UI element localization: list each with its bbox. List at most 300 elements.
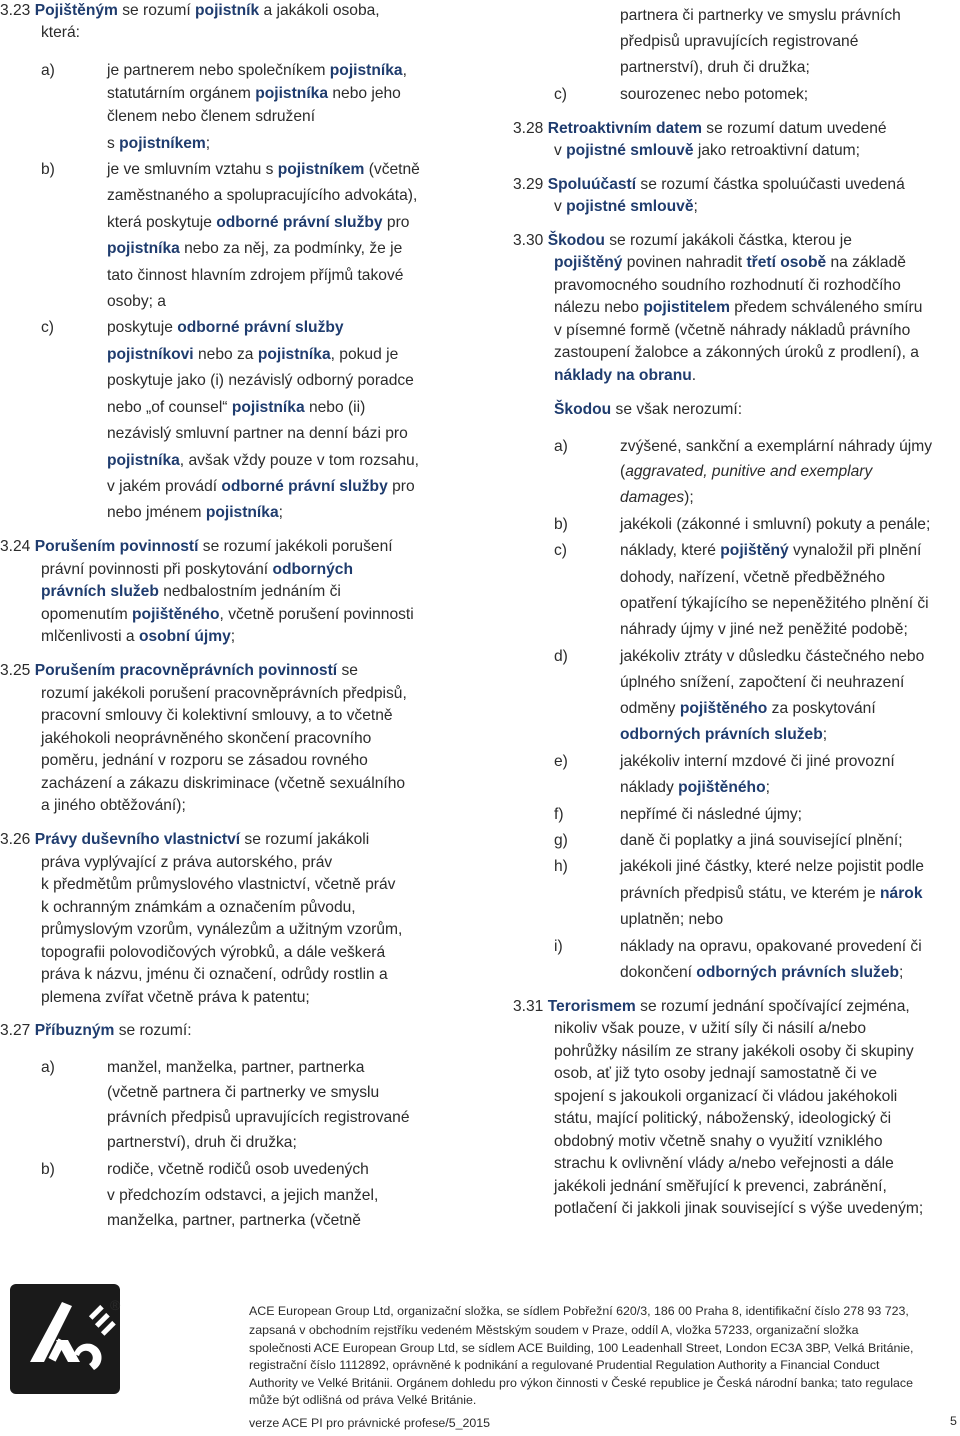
text-line <box>107 477 415 497</box>
text-line <box>0 537 393 557</box>
text-line <box>620 857 924 877</box>
defined-term: pojistníka <box>107 452 180 469</box>
text-segment: ; <box>765 779 770 796</box>
text-line <box>554 437 568 457</box>
text-line <box>554 343 919 363</box>
text-segment: se rozumí jakákoli částka, kterou je <box>604 232 852 249</box>
defined-term: pojistníkovi <box>107 346 194 363</box>
defined-term: odborných právních služeb <box>620 726 823 743</box>
text-line <box>554 1064 877 1084</box>
text-line <box>620 725 827 745</box>
text-segment: úplného snížení, započtení či neuhrazení <box>620 674 905 691</box>
text-line <box>554 1019 866 1039</box>
text-segment: v předchozím odstavci, a jejich manžel, <box>107 1187 379 1204</box>
text-line <box>41 729 371 749</box>
defined-term: pojistníkem <box>277 161 365 178</box>
text-segment: se rozumí jakákoli <box>240 831 370 848</box>
text-segment: v <box>554 198 567 215</box>
defined-term: Spoluúčastí <box>547 176 637 193</box>
text-line <box>107 1211 361 1231</box>
text-segment: se <box>337 662 358 679</box>
text-segment: nebo za <box>193 346 258 363</box>
text-line <box>620 6 901 26</box>
text-line <box>107 239 402 259</box>
text-line <box>41 318 54 338</box>
text-segment: 3.25 <box>0 662 35 679</box>
text-line <box>620 58 810 78</box>
text-line <box>554 366 696 386</box>
text-segment: f) <box>554 806 564 823</box>
defined-term: pojistníka <box>255 85 329 102</box>
text-line <box>41 23 80 43</box>
text-line <box>620 515 930 535</box>
text-line <box>513 231 852 251</box>
text-segment: c) <box>554 86 567 103</box>
text-line <box>620 647 924 667</box>
text-line <box>554 1109 891 1129</box>
text-segment: v <box>554 142 567 159</box>
text-line <box>554 515 568 535</box>
text-segment: pro <box>382 214 410 231</box>
defined-term: Terorismem <box>547 998 636 1015</box>
text-segment: dokončení <box>620 964 697 981</box>
text-segment: (včetně <box>364 161 420 178</box>
text-line <box>554 857 568 877</box>
text-line <box>107 451 419 471</box>
text-line <box>0 1 380 21</box>
text-segment: ; <box>278 504 283 521</box>
text-line <box>107 503 283 523</box>
text-segment: pravomocného soudního rozhodnutí či rozhodčího <box>554 277 901 294</box>
text-segment: daně či poplatky a jiná související plnění; <box>620 832 903 849</box>
text-segment: ; <box>205 135 211 152</box>
defined-term: pojistníkem <box>119 135 206 152</box>
text-line <box>620 32 858 52</box>
text-segment: rodiče, včetně rodičů osob uvedených <box>107 1161 369 1178</box>
text-line <box>620 805 802 825</box>
text-segment: statutárním orgánem <box>107 85 256 102</box>
text-segment: a) <box>41 1059 55 1076</box>
text-line <box>107 1083 379 1103</box>
text-segment: jakékoli (zákonné i smluvní) pokuty a penále; <box>620 516 931 533</box>
text-segment: se rozumí částka spoluúčasti uvedená <box>636 176 905 193</box>
text-line <box>0 661 358 681</box>
text-segment: právních předpisů státu, ve kterém je <box>620 885 881 902</box>
text-segment: uplatněn; nebo <box>620 911 724 928</box>
text-segment: vynaložil při plnění <box>788 542 922 559</box>
text-segment: d) <box>554 648 568 665</box>
defined-term: právních služeb <box>41 583 159 600</box>
text-line <box>41 751 368 771</box>
text-line <box>0 830 369 850</box>
text-line <box>554 1154 894 1174</box>
text-segment: pro <box>387 478 415 495</box>
text-segment: e) <box>554 753 568 770</box>
text-segment: se rozumí datum uvedené <box>701 120 887 137</box>
ace-logo <box>10 1284 120 1394</box>
text-segment: dohody, nařízení, včetně předběžného <box>620 569 885 586</box>
text-segment: náklady na opravu, opakované provedení či <box>620 938 922 955</box>
text-segment: , včetně porušení povinnosti <box>219 606 414 623</box>
text-line <box>620 568 885 588</box>
text-segment: se však nerozumí: <box>611 401 743 418</box>
text-line <box>107 1108 410 1128</box>
text-segment: se rozumí jakékoli porušení <box>198 538 393 555</box>
text-line <box>41 1058 55 1078</box>
text-segment: osoby; a <box>107 293 166 310</box>
text-line <box>41 898 356 918</box>
text-line <box>41 560 353 580</box>
text-line <box>620 620 908 640</box>
text-line <box>41 684 407 704</box>
defined-term: Porušením pracovněprávních povinností <box>34 662 338 679</box>
text-segment: nebo za něj, za podmínky, že je <box>179 240 403 257</box>
text-segment: manžel, manželka, partner, partnerka <box>107 1059 365 1076</box>
text-segment: nebo jeho <box>328 85 401 102</box>
text-segment: se rozumí jednání spočívající zejména, <box>635 998 910 1015</box>
text-segment: se rozumí <box>117 2 196 19</box>
defined-term: třetí osobě <box>746 254 827 271</box>
text-segment: c) <box>41 319 54 336</box>
text-line <box>107 1058 364 1078</box>
text-segment: zacházení a zákazu diskriminace (včetně sexuálního <box>41 775 406 792</box>
text-segment: nebo jménem <box>107 504 206 521</box>
defined-term: Škodou <box>547 232 605 249</box>
text-segment: a jiného obtěžování); <box>41 797 186 814</box>
text-segment: předpisů upravujících registrované <box>620 33 859 50</box>
text-line <box>620 488 694 508</box>
text-line <box>107 134 210 154</box>
text-segment: opatření týkajícího se nepeněžitého plnění či <box>620 595 929 612</box>
text-line <box>620 673 904 693</box>
text-segment: obdobný motiv včetně snahy o využití vzniklého <box>554 1133 883 1150</box>
text-segment: 3.28 <box>513 120 548 137</box>
defined-term: odborných právních služeb <box>696 964 900 981</box>
registered-trademark: ® <box>110 1297 121 1313</box>
footer-line-1: ACE European Group Ltd, organizační složka, se sídlem Pobřežní 620/3, 186 00 Praha 8, identifikační číslo 278 93 723, <box>249 1304 909 1318</box>
text-segment: plemena zvířat včetně práva k patentu; <box>41 989 310 1006</box>
text-segment: b) <box>554 516 568 533</box>
footer-line-3: společnosti ACE European Group Ltd, se sídlem ACE Building, 100 Leadenhall Street, London EC3A 3BP, Velká Británie, <box>249 1341 914 1355</box>
text-segment: nebo (ii) <box>304 399 366 416</box>
text-line <box>513 119 887 139</box>
text-line <box>41 1160 55 1180</box>
text-line <box>554 1132 883 1152</box>
footer-line-6: může být odlišná od práva Velké Británie. <box>249 1393 477 1407</box>
text-line <box>554 85 567 105</box>
text-segment: 3.29 <box>513 176 548 193</box>
text-segment: k ochranným známkám a označením původu, <box>41 899 356 916</box>
italic-text: aggravated, punitive and exemplary <box>625 463 873 480</box>
text-segment: právních předpisů upravujících registrované <box>107 1109 410 1126</box>
text-segment: je partnerem nebo společníkem <box>107 62 330 79</box>
text-segment: jakékoliv interní mzdové či jiné provozní <box>620 753 895 770</box>
text-line <box>620 910 723 930</box>
defined-term: pojistné smlouvě <box>566 198 694 215</box>
text-segment: . <box>691 367 697 384</box>
text-segment: která poskytuje <box>107 214 217 231</box>
defined-term: pojistitelem <box>643 299 730 316</box>
text-segment: s <box>107 135 120 152</box>
text-segment: jakékoli jednání směřující k prevenci, zabránění, <box>554 1178 887 1195</box>
text-segment: spojení s jakoukoli organizací či vládou jakéhokoli <box>554 1088 898 1105</box>
text-line <box>620 594 929 614</box>
defined-term: pojištěného <box>679 700 768 717</box>
text-segment: 3.26 <box>0 831 35 848</box>
version-label: verze ACE PI pro právnické profese/5_2015 <box>249 1416 491 1430</box>
defined-term: pojištěného <box>132 606 220 623</box>
text-segment: ; <box>230 628 236 645</box>
text-line <box>107 318 344 338</box>
text-line <box>41 796 186 816</box>
text-segment: nedbalostním jednáním či <box>158 583 341 600</box>
footer-line-4: registrační číslo 1112892, oprávněné k podnikání a regulované Prudential Regulation Authority a Financial Conduct <box>249 1358 880 1372</box>
text-line <box>620 437 932 457</box>
text-line <box>41 988 310 1008</box>
text-segment: partnera či partnerky ve smyslu právních <box>620 7 901 24</box>
text-line <box>554 253 906 273</box>
text-segment: jakékoliv ztráty v důsledku částečného nebo <box>620 648 925 665</box>
page-number: 5 <box>950 1414 957 1428</box>
text-segment: g) <box>554 832 568 849</box>
text-line <box>620 937 922 957</box>
text-segment: h) <box>554 858 568 875</box>
text-line <box>41 774 405 794</box>
defined-term: pojistné smlouvě <box>566 142 694 159</box>
text-line <box>41 61 55 81</box>
text-segment: členem nebo členem sdružení <box>107 108 316 125</box>
defined-term: Porušením povinností <box>34 538 199 555</box>
text-segment: a jakákoli osoba, <box>259 2 380 19</box>
text-line <box>620 778 770 798</box>
text-segment: 3.24 <box>0 538 35 555</box>
italic-text: damages <box>620 489 685 506</box>
text-segment: povinen nahradit <box>622 254 747 271</box>
text-segment: sourozenec nebo potomek; <box>620 86 809 103</box>
defined-term: pojistníka <box>329 62 403 79</box>
text-line <box>554 321 910 341</box>
text-line <box>41 943 385 963</box>
text-segment: 3.27 <box>0 1022 35 1039</box>
text-line <box>554 276 901 296</box>
text-segment: nepřímé či následné újmy; <box>620 806 803 823</box>
text-segment: odměny <box>620 700 680 717</box>
text-segment: je ve smluvním vztahu s <box>107 161 278 178</box>
text-line <box>554 541 567 561</box>
text-line <box>107 84 401 104</box>
text-line <box>41 627 235 647</box>
defined-term: Škodou <box>554 401 612 418</box>
text-segment: , pokud je <box>330 346 399 363</box>
text-segment: c) <box>554 542 567 559</box>
text-segment: tato činnost hlavním zdrojem příjmů takové <box>107 267 404 284</box>
text-line <box>554 400 742 420</box>
footer-line-2: zapsaná v obchodním rejstříku vedeném Městským soudem v Praze, oddíl A, vložka 57233, organizační složka <box>249 1323 859 1337</box>
text-segment: na základě <box>826 254 906 271</box>
text-segment: ; <box>822 726 828 743</box>
text-line <box>620 752 895 772</box>
text-segment: ; <box>693 198 698 215</box>
defined-term: pojistníka <box>205 504 279 521</box>
text-line <box>513 997 910 1017</box>
text-line <box>620 462 872 482</box>
text-segment: 3.23 <box>0 2 35 19</box>
text-line <box>41 965 388 985</box>
text-line <box>107 424 408 444</box>
defined-term: náklady na obranu <box>554 367 692 384</box>
text-segment: b) <box>41 161 55 178</box>
text-segment: se rozumí: <box>114 1022 192 1039</box>
defined-term: odborné právní služby <box>221 478 388 495</box>
text-segment: pracovní smlouvy či kolektivní smlouvy, a to včetně <box>41 707 393 724</box>
text-line <box>554 937 563 957</box>
text-line <box>107 1186 378 1206</box>
text-line <box>107 1160 369 1180</box>
text-segment: potlačení či jakkoli jinak související s výše uvedeným; <box>554 1200 924 1217</box>
text-segment: předem schváleného smíru <box>729 299 923 316</box>
text-segment: náhrady újmy v jiné než peněžité podobě; <box>620 621 908 638</box>
text-line <box>107 292 166 312</box>
text-line <box>41 706 393 726</box>
text-line <box>620 963 903 983</box>
text-segment: práva k názvu, jménu či označení, odrůdy rostlin a <box>41 966 388 983</box>
text-line <box>41 875 395 895</box>
text-line <box>554 1177 887 1197</box>
defined-term: Právy duševního vlastnictví <box>34 831 241 848</box>
text-line <box>41 853 332 873</box>
text-line <box>107 1133 297 1153</box>
text-line <box>41 160 55 180</box>
text-segment: státu, mající politický, náboženský, ideologický či <box>554 1110 892 1127</box>
text-segment: strachu k ovlivnění vlády a/nebo veřejnosti a dále <box>554 1155 894 1172</box>
text-line <box>107 266 403 286</box>
text-line <box>554 298 922 318</box>
text-segment: nebo „of counsel“ <box>107 399 232 416</box>
text-segment: jakékoli jiné částky, které nelze pojistit podle <box>620 858 924 875</box>
text-segment: b) <box>41 1161 55 1178</box>
text-line <box>620 699 876 719</box>
text-segment: a) <box>554 438 568 455</box>
text-line <box>107 345 398 365</box>
text-line <box>620 831 903 851</box>
text-segment: ); <box>684 489 694 506</box>
text-segment: poskytuje <box>107 319 178 336</box>
text-line <box>513 175 905 195</box>
text-segment: rozumí jakékoli porušení pracovněprávních předpisů, <box>41 685 407 702</box>
text-segment: nezávislý smluvní partner na denní bázi pro <box>107 425 408 442</box>
defined-term: pojistník <box>195 2 260 19</box>
text-line <box>107 213 409 233</box>
defined-term: Retroaktivním datem <box>547 120 702 137</box>
text-segment: ; <box>899 964 904 981</box>
text-segment: mlčenlivosti a <box>41 628 139 645</box>
text-segment: náklady, které <box>620 542 721 559</box>
text-line <box>41 582 341 602</box>
text-segment: nálezu nebo <box>554 299 644 316</box>
text-line <box>0 1021 192 1041</box>
text-segment: osob, ať již tyto osoby jednají samostatně či ve <box>554 1065 878 1082</box>
text-segment: k předmětům průmyslového vlastnictví, včetně práv <box>41 876 396 893</box>
text-segment: pohrůžky násilím ze strany jakékoli osoby či skupiny <box>554 1043 914 1060</box>
text-line <box>107 61 407 81</box>
text-segment: ( <box>620 463 626 480</box>
text-segment: i) <box>554 938 563 955</box>
text-line <box>107 107 315 127</box>
text-line <box>554 647 568 667</box>
text-segment: a) <box>41 62 55 79</box>
defined-term: pojistníka <box>257 346 331 363</box>
text-segment: v jakém provádí <box>107 478 222 495</box>
defined-term: odborné právní služby <box>216 214 383 231</box>
defined-term: Příbuzným <box>34 1022 115 1039</box>
text-line <box>107 186 417 206</box>
text-segment: náklady <box>620 779 679 796</box>
text-segment: poměru, jednání v rozporu se zásadou rovného <box>41 752 368 769</box>
text-line <box>554 197 698 217</box>
text-segment: v písemné formě (včetně náhrady nákladů právního <box>554 322 911 339</box>
text-segment: partnerství), druh či družka; <box>107 1134 297 1151</box>
footer-line-5: Authority ve Velké Británii. Orgánem dohledu pro výkon činnosti v České republice je Česká národní banka; tato regulace <box>249 1376 913 1390</box>
text-line <box>620 85 808 105</box>
text-segment: právní povinnosti při poskytování <box>41 561 273 578</box>
text-segment: poskytuje jako (i) nezávislý odborný poradce <box>107 372 414 389</box>
text-segment: nikoliv však pouze, v užití síly či násilí a/nebo <box>554 1020 867 1037</box>
defined-term: pojištěný <box>720 542 789 559</box>
text-segment: , <box>402 62 407 79</box>
text-segment: 3.31 <box>513 998 548 1015</box>
text-segment: jakéhokoli neoprávněného skončení pracovního <box>41 730 372 747</box>
defined-term: pojištěného <box>678 779 766 796</box>
text-segment: práva vyplývající z práva autorského, práv <box>41 854 333 871</box>
text-segment: manželka, partner, partnerka (včetně <box>107 1212 361 1229</box>
defined-term: pojistníka <box>231 399 305 416</box>
text-segment: zastoupení žalobce a zákonných úroků z prodlení), a <box>554 344 919 361</box>
defined-term: Pojištěným <box>34 2 118 19</box>
text-segment: (včetně partnera či partnerky ve smyslu <box>107 1084 380 1101</box>
text-line <box>554 141 860 161</box>
text-line <box>554 805 564 825</box>
text-segment: jako retroaktivní datum; <box>693 142 860 159</box>
text-segment: topografii polovodičových výrobků, a dále veškerá <box>41 944 386 961</box>
text-segment: zaměstnaného a spolupracujícího advokáta), <box>107 187 418 204</box>
text-segment: zvýšené, sankční a exemplární náhrady újmy <box>620 438 933 455</box>
text-line <box>41 605 414 625</box>
defined-term: odborné právní služby <box>177 319 344 336</box>
defined-term: nárok <box>880 885 923 902</box>
defined-term: odborných <box>272 561 354 578</box>
text-line <box>41 920 402 940</box>
text-segment: průmyslovým vzorům, vynálezům a užitným vzorům, <box>41 921 403 938</box>
text-segment: za poskytování <box>767 700 876 717</box>
text-segment: která: <box>41 24 80 41</box>
text-segment: opomenutím <box>41 606 133 623</box>
defined-term: pojištěný <box>554 254 623 271</box>
text-line <box>554 752 568 772</box>
text-line <box>554 1199 923 1219</box>
text-segment: 3.30 <box>513 232 548 249</box>
text-line <box>554 1087 897 1107</box>
defined-term: pojistníka <box>107 240 180 257</box>
defined-term: osobní újmy <box>138 628 231 645</box>
text-line <box>107 371 414 391</box>
text-line <box>620 541 921 561</box>
text-line <box>620 884 923 904</box>
text-line <box>107 398 365 418</box>
text-segment: , avšak vždy pouze v tom rozsahu, <box>179 452 420 469</box>
text-line <box>554 831 568 851</box>
text-segment: partnerství), druh či družka; <box>620 59 810 76</box>
text-line <box>554 1042 914 1062</box>
